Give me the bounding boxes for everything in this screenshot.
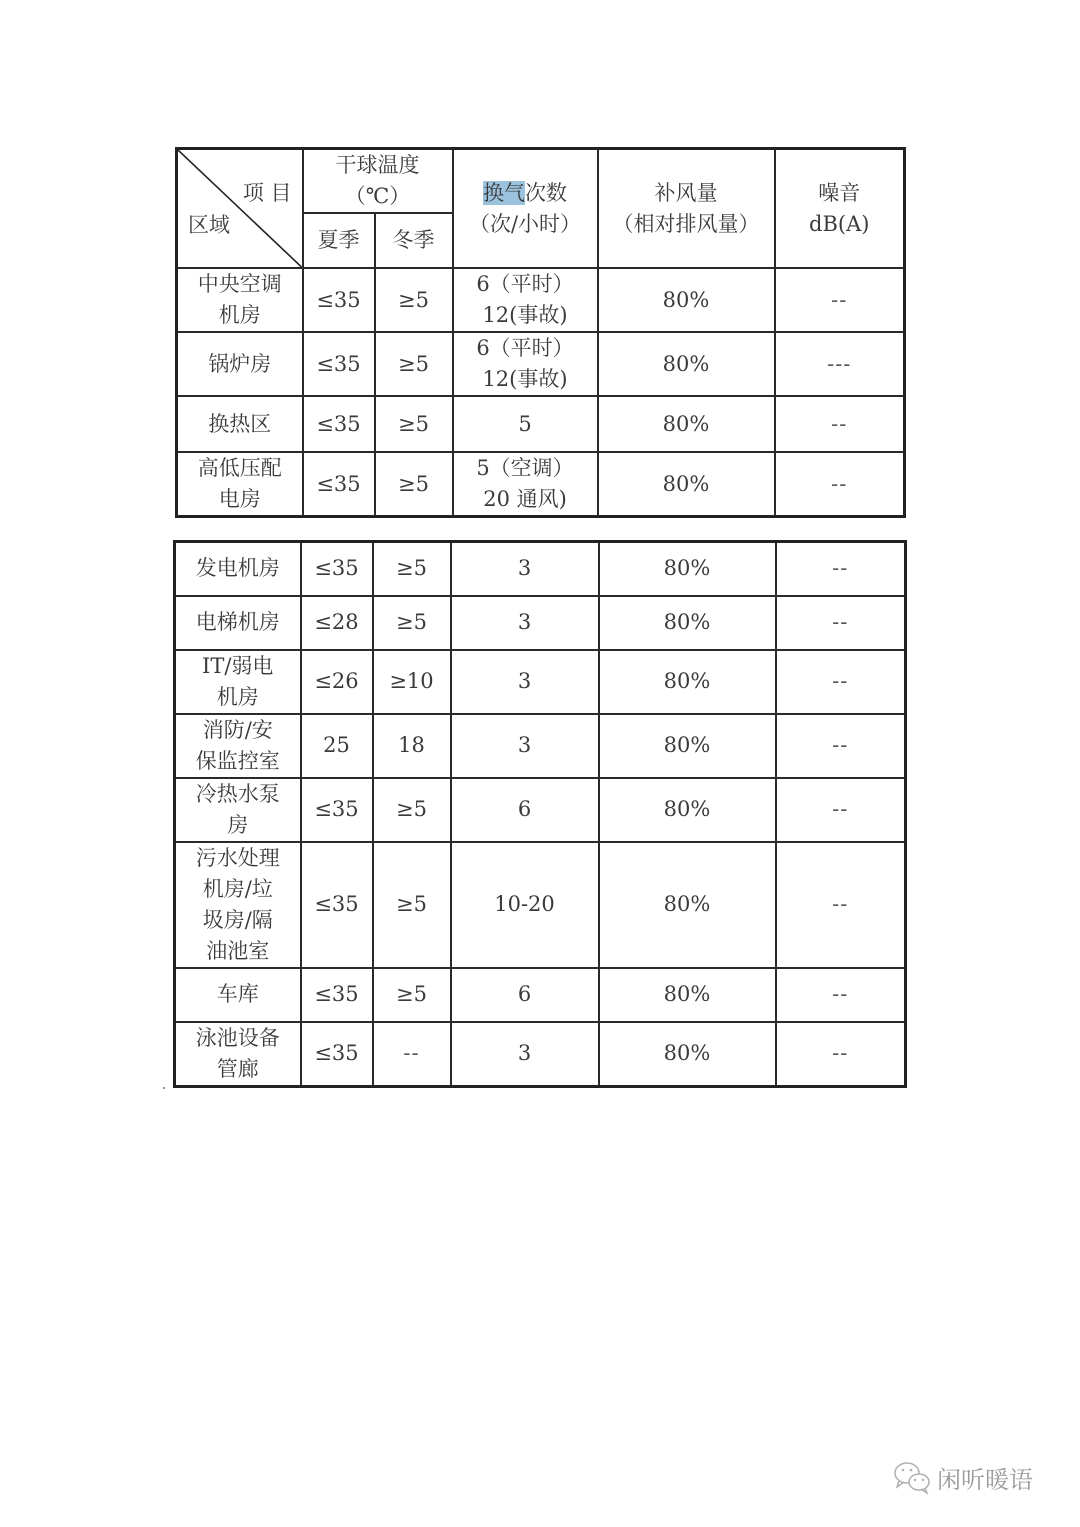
ach-cell: 5 xyxy=(453,396,598,452)
header-noise-unit: dB(A) xyxy=(809,211,870,236)
header-ach-unit: （次/小时） xyxy=(468,211,582,236)
winter-cell: ≥5 xyxy=(375,452,453,517)
header-ach-rest: 次数 xyxy=(525,180,567,205)
watermark-text: 闲听暖语 xyxy=(937,1466,1033,1494)
table-row xyxy=(177,332,905,396)
noise-cell: -- xyxy=(776,650,906,714)
noise-cell: -- xyxy=(776,842,906,968)
table-row xyxy=(177,268,905,332)
table-row xyxy=(175,842,906,968)
makeup-cell: 80% xyxy=(599,778,776,842)
noise-cell: -- xyxy=(776,968,906,1022)
header-area-label: 区域 xyxy=(188,213,230,237)
makeup-cell: 80% xyxy=(599,842,776,968)
area-cell: 泳池设备 管廊 xyxy=(175,1022,301,1087)
ach-cell: 5（空调） 20 通风) xyxy=(453,452,598,517)
summer-cell: ≤28 xyxy=(301,596,373,650)
winter-cell: -- xyxy=(373,1022,451,1087)
winter-cell: ≥5 xyxy=(375,396,453,452)
header-makeup-unit: （相对排风量） xyxy=(612,211,760,236)
area-cell: 发电机房 xyxy=(175,542,301,596)
winter-cell: 18 xyxy=(373,714,451,778)
winter-cell: ≥5 xyxy=(373,968,451,1022)
makeup-cell: 80% xyxy=(599,650,776,714)
header-air-changes xyxy=(453,149,598,269)
makeup-cell: 80% xyxy=(598,396,775,452)
winter-cell: ≥5 xyxy=(373,596,451,650)
header-dry-bulb-temp xyxy=(303,149,453,214)
area-cell: IT/弱电 机房 xyxy=(175,650,301,714)
area-cell: 锅炉房 xyxy=(177,332,303,396)
table-row xyxy=(175,596,906,650)
makeup-cell: 80% xyxy=(599,968,776,1022)
table-row xyxy=(177,396,905,452)
summer-cell: ≤26 xyxy=(301,650,373,714)
ach-cell: 6 xyxy=(451,778,599,842)
watermark xyxy=(893,1460,1033,1495)
summer-cell: ≤35 xyxy=(303,452,375,517)
makeup-cell: 80% xyxy=(599,1022,776,1087)
winter-cell: ≥5 xyxy=(373,842,451,968)
area-cell: 消防/安 保监控室 xyxy=(175,714,301,778)
summer-cell: ≤35 xyxy=(303,268,375,332)
summer-cell: 25 xyxy=(301,714,373,778)
makeup-cell: 80% xyxy=(598,332,775,396)
ach-cell: 6 xyxy=(451,968,599,1022)
header-summer: 夏季 xyxy=(303,213,375,268)
table-row xyxy=(175,1022,906,1087)
header-makeup-air xyxy=(598,149,775,269)
makeup-cell: 80% xyxy=(598,452,775,517)
noise-cell: -- xyxy=(775,396,905,452)
winter-cell: ≥5 xyxy=(373,778,451,842)
area-cell: 污水处理 机房/垃 圾房/隔 油池室 xyxy=(175,842,301,968)
ach-cell: 6（平时） 12(事故) xyxy=(453,332,598,396)
header-temp-unit: （℃） xyxy=(344,184,411,208)
winter-cell: ≥5 xyxy=(375,268,453,332)
stray-dot xyxy=(163,1087,165,1089)
summer-cell: ≤35 xyxy=(303,332,375,396)
winter-cell: ≥5 xyxy=(373,542,451,596)
header-temp-title: 干球温度 xyxy=(335,153,420,177)
area-cell: 电梯机房 xyxy=(175,596,301,650)
makeup-cell: 80% xyxy=(599,596,776,650)
ventilation-table-part2 xyxy=(173,540,907,1088)
ach-cell: 10-20 xyxy=(451,842,599,968)
makeup-cell: 80% xyxy=(599,714,776,778)
header-ach-title xyxy=(454,178,597,209)
noise-cell: --- xyxy=(775,332,905,396)
noise-cell: -- xyxy=(775,268,905,332)
noise-cell: -- xyxy=(776,1022,906,1087)
noise-cell: -- xyxy=(776,542,906,596)
ach-cell: 3 xyxy=(451,596,599,650)
header-makeup-title: 补风量 xyxy=(654,180,718,205)
summer-cell: ≤35 xyxy=(301,542,373,596)
summer-cell: ≤35 xyxy=(303,396,375,452)
noise-cell: -- xyxy=(775,452,905,517)
area-cell: 冷热水泵 房 xyxy=(175,778,301,842)
area-cell: 中央空调 机房 xyxy=(177,268,303,332)
wechat-icon xyxy=(893,1461,933,1495)
highlighted-text: 换气 xyxy=(483,180,525,205)
table-row xyxy=(175,542,906,596)
makeup-cell: 80% xyxy=(598,268,775,332)
summer-cell: ≤35 xyxy=(301,968,373,1022)
noise-cell: -- xyxy=(776,714,906,778)
diagonal-header-cell xyxy=(177,149,303,269)
summer-cell: ≤35 xyxy=(301,1022,373,1087)
table-row xyxy=(175,650,906,714)
ach-cell: 3 xyxy=(451,714,599,778)
table-row xyxy=(175,968,906,1022)
noise-cell: -- xyxy=(776,596,906,650)
summer-cell: ≤35 xyxy=(301,778,373,842)
ach-cell: 3 xyxy=(451,650,599,714)
winter-cell: ≥10 xyxy=(373,650,451,714)
area-cell: 车库 xyxy=(175,968,301,1022)
ach-cell: 6（平时） 12(事故) xyxy=(453,268,598,332)
area-cell: 高低压配 电房 xyxy=(177,452,303,517)
makeup-cell: 80% xyxy=(599,542,776,596)
winter-cell: ≥5 xyxy=(375,332,453,396)
ach-cell: 3 xyxy=(451,542,599,596)
area-cell: 换热区 xyxy=(177,396,303,452)
summer-cell: ≤35 xyxy=(301,842,373,968)
header-noise-title: 噪音 xyxy=(818,180,861,205)
noise-cell: -- xyxy=(776,778,906,842)
header-noise xyxy=(775,149,905,269)
ach-cell: 3 xyxy=(451,1022,599,1087)
header-winter: 冬季 xyxy=(375,213,453,268)
table-row xyxy=(175,714,906,778)
table-row xyxy=(177,452,905,517)
header-item-label: 项 目 xyxy=(242,181,292,205)
ventilation-table-part1 xyxy=(175,147,906,518)
table-row xyxy=(175,778,906,842)
